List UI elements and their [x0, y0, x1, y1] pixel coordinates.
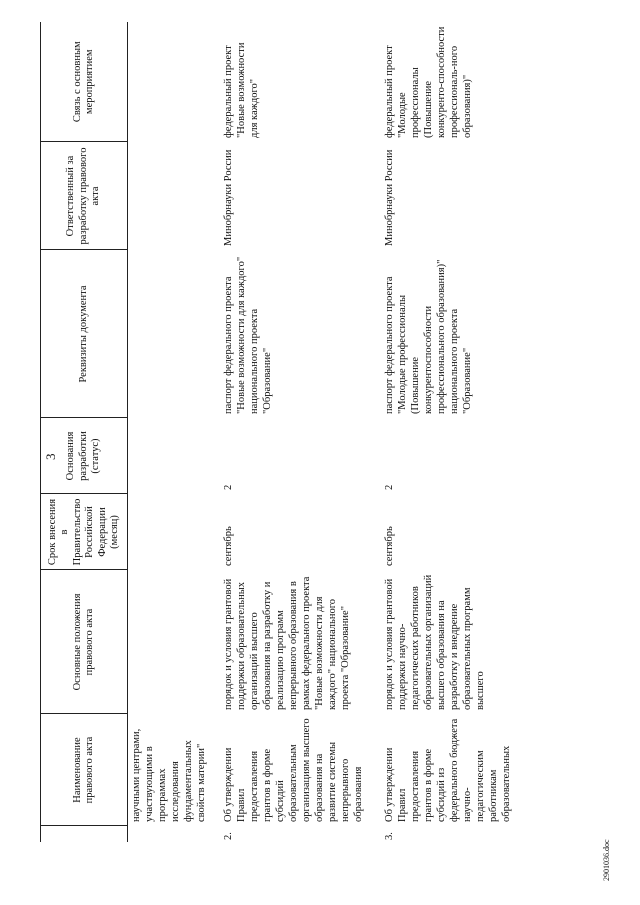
act-basis: 2	[384, 484, 395, 490]
act-basis: 2	[223, 484, 234, 490]
header-responsible: Ответственный за разработку правового акта	[41, 142, 128, 250]
act-name: Об утверждении Правил предоставления грантов в форме субсидий образовательным организациям высшего образования на развитие системы непрерывного образования	[223, 718, 364, 822]
header-provisions: Основные положения правового акта	[41, 570, 128, 714]
header-basis: Основания разработки (статус)	[41, 418, 128, 494]
header-requisites: Реквизиты документа	[41, 250, 128, 418]
row-number: 2.	[223, 832, 234, 840]
act-responsible: Минобрнауки России	[223, 149, 234, 246]
table-row	[377, 22, 515, 842]
act-link: федеральный проект "Молодые профессионалы (Повышение конкуренто-способности профессиональ-ного образования)"	[384, 26, 473, 138]
act-deadline: сентябрь	[384, 526, 395, 566]
page-number: 3	[43, 453, 58, 460]
act-provisions: порядок и условия грантовой поддержки научно-педагогических работников образовательных организаций высшего образования на разработку и внедрение образовательных программ высшего	[384, 574, 486, 710]
header-num	[41, 826, 128, 842]
table-row-continuation	[128, 22, 215, 842]
table-header-row	[41, 22, 128, 842]
act-requisites: паспорт федерального проекта "Молодые профессионалы (Повышение конкурентоспособности профессионального образования)" национального проекта "Образование"	[384, 259, 473, 414]
header-link: Связь с основным мероприятием	[41, 22, 128, 142]
act-name: Об утверждении Правил предоставления грантов в форме субсидий из федерального бюджета научно-педагогическим работникам образовательных	[384, 718, 512, 822]
act-responsible: Минобрнауки России	[384, 149, 395, 246]
header-name: Наименование правового акта	[41, 714, 128, 826]
table-row	[214, 22, 377, 842]
document-code: 2901036.doc	[602, 839, 611, 881]
header-deadline: Срок внесения в Правительство Российской Федерации (месяц)	[41, 494, 128, 570]
legal-acts-table	[40, 22, 515, 842]
act-link: федеральный проект "Новые возможности для каждого"	[223, 42, 260, 138]
act-provisions: порядок и условия грантовой поддержки образовательных организаций высшего образования на разработку и реализацию программ непрерывного образования в рамках федерального проекта "Новые возможности для каждого" национального проекта "Образование"	[223, 576, 351, 710]
act-deadline: сентябрь	[223, 526, 234, 566]
continuation-text: научными центрами, участвующими в программах исследования фундаментальных свойств материи"	[131, 728, 207, 822]
row-number: 3.	[384, 832, 395, 840]
act-requisites: паспорт федерального проекта "Новые возможности для каждого" национального проекта "Образование"	[223, 256, 273, 414]
